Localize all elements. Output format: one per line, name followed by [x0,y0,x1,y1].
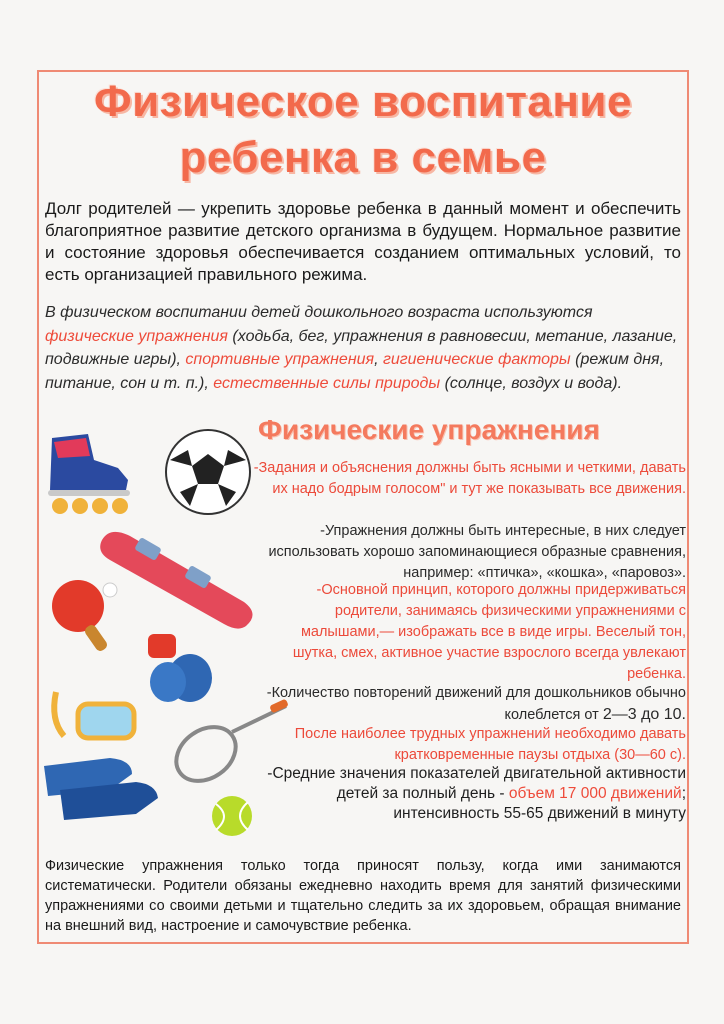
methods-text-2: (ходьба, бег, упражнения в равновесии, метание, лазание, подвижные игры), [45,327,678,368]
badminton-racket-icon [166,699,289,792]
methods-text-5: (солнце, воздух и вода). [440,374,623,392]
highlight-physical-exercises: физические упражнения [45,327,228,345]
swim-fins-icon [44,758,158,820]
exercise-item-6 [256,764,686,824]
highlight-hygiene-factors: гигиенические факторы [382,351,571,368]
ping-pong-paddle-icon [52,580,117,653]
highlight-sport-exercises: спортивные упражнения [185,351,375,368]
methods-text-4: (режим дня, питание, сон и т. п.), [45,351,665,392]
exercise-item-3: -Основной принцип, которого должны придерживаться родители, занимаясь физическими упражнениями с малышами,— изображать все в виде игры. Веселый тон, шутка, смех, активное участие взрослого всегда увлекают ребенка. [292,582,686,682]
exercise-item-6-volume: объем 17 000 движений [508,785,682,802]
snowboard-icon [100,532,252,629]
soccer-ball-icon [166,430,250,514]
exercise-item-2: -Упражнения должны быть интересные, в них следует использовать хорошо запоминающиеся образные сравнения, например: «птичка», «кошка», «паровоз». [268,523,686,581]
exercise-item-4-range: 2—3 до 10. [602,706,686,723]
intro-paragraph: Долг родителей — укрепить здоровье ребенка в данный момент и обеспечить благоприятное развитие детского организма в будущем. Нормальное развитие и состояние здоровья обеспечивается созданием оптимальных условий, то есть организацией правильного режима. [45,199,681,284]
highlight-natural-forces: естественные силы природы [213,374,441,392]
methods-paragraph [45,301,681,395]
page-title [40,74,686,186]
title-line-1: Физическое воспитание [94,77,632,126]
tennis-ball-icon [212,796,252,836]
exercise-item-5: После наиболее трудных упражнений необходимо давать кратковременные паузы отдыха (30—60 с). [294,726,686,763]
methods-text-3: , [374,351,383,368]
sports-illustration [40,420,290,840]
snorkel-mask-icon [54,692,134,738]
section-heading: Физические упражнения [258,414,600,445]
exercise-item-6-text: -Средние значения показателей двигательной активности детей за полный день - [267,765,686,802]
exercise-item-1: -Задания и объяснения должны быть ясными и четкими, давать их надо бодрым голосом" и тут же показывать все движения. [253,460,686,497]
title-line-2: ребенка в семье [179,133,547,182]
exercise-item-4-text: -Количество повторений движений для дошкольников обычно колеблется от [266,685,686,723]
roller-skate-icon [48,434,130,514]
exercise-item-6-intensity: ; интенсивность 55-65 движений в минуту [393,785,686,822]
closing-paragraph: Физические упражнения только тогда приносят пользу, когда ими занимаются систематически. Родители обязаны ежедневно находить время для занятий физическими упражнениями со своими детьми и тщательно следить за их здоровьем, обращая внимание на внешний вид, настроение и самочувствие ребенка. [45,858,681,934]
boxing-glove-icon [148,634,212,702]
exercise-item-4 [266,683,686,726]
methods-text-1: В физическом воспитании детей дошкольного возраста используются [45,304,593,321]
